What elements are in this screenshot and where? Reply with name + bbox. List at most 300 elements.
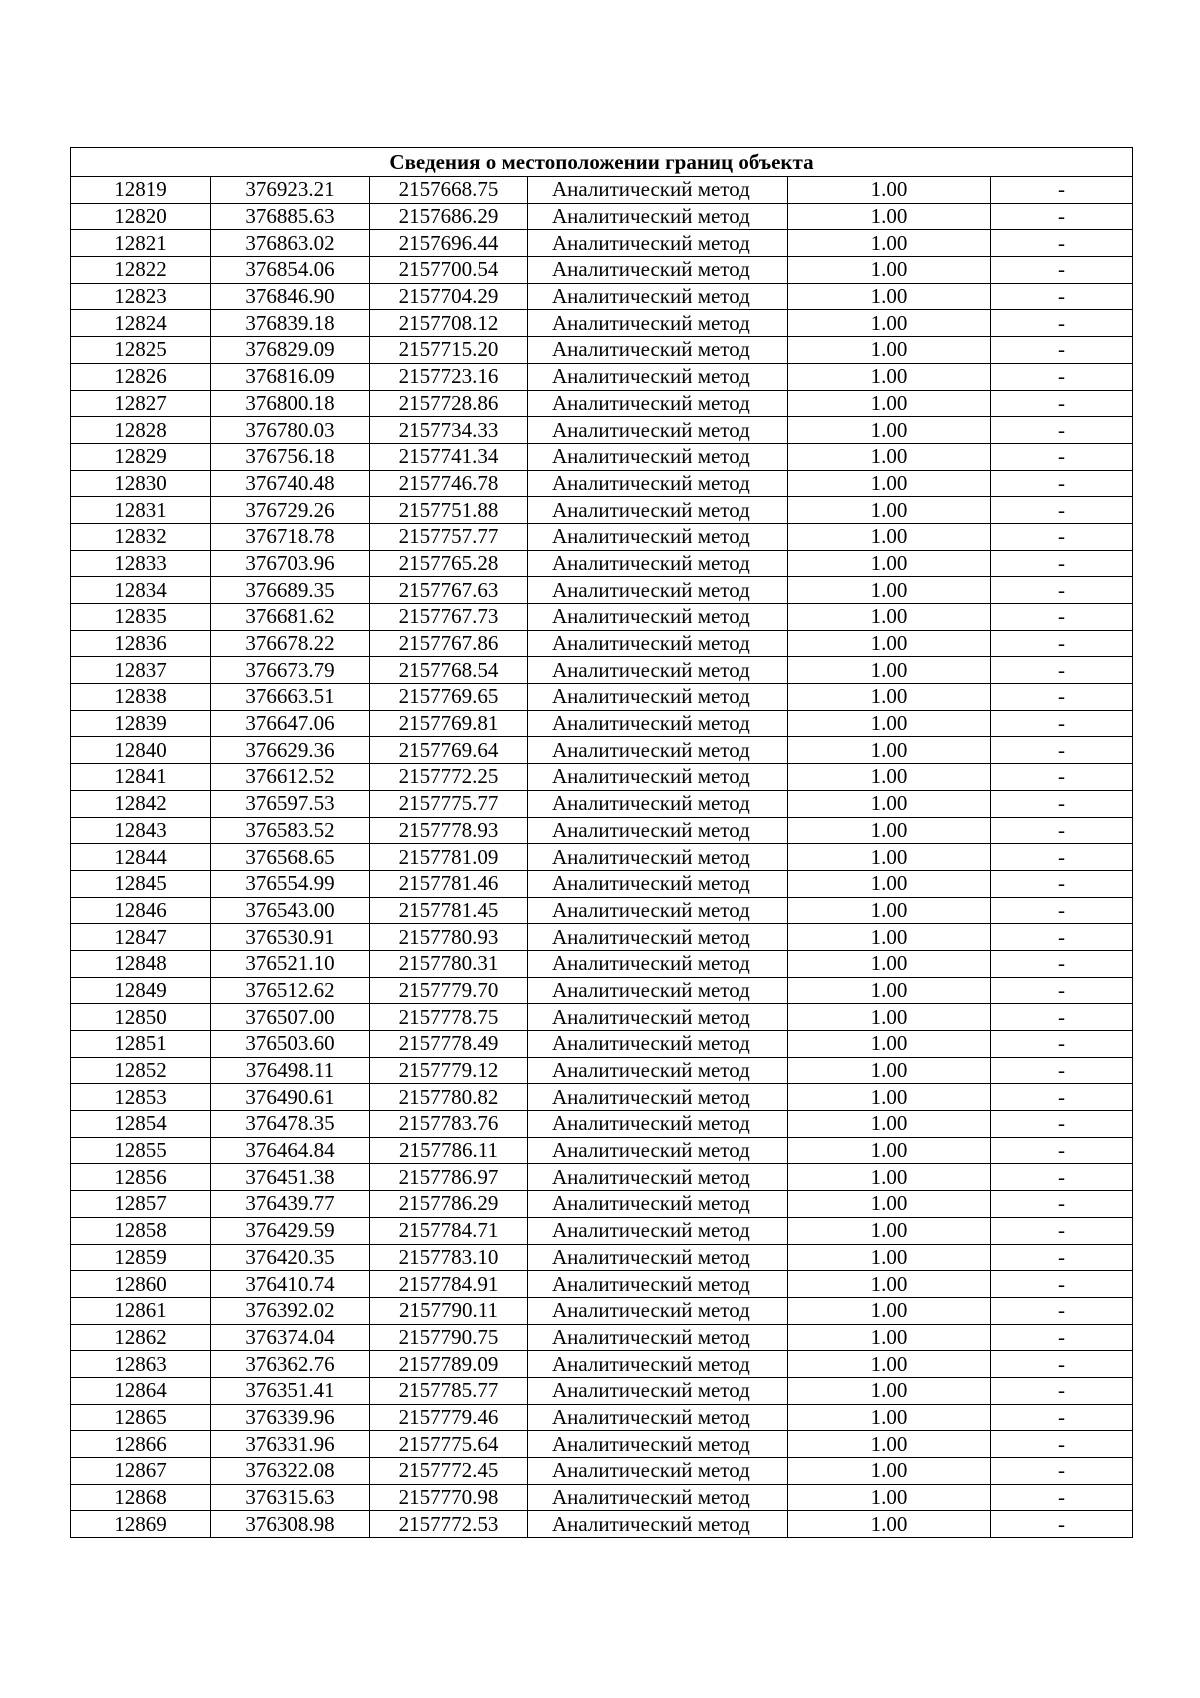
point-number-cell: 12828: [71, 417, 211, 444]
y-coordinate-cell: 2157779.70: [370, 977, 528, 1004]
x-coordinate-cell: 376530.91: [211, 924, 370, 951]
y-coordinate-cell: 2157757.77: [370, 523, 528, 550]
accuracy-cell: 1.00: [788, 363, 991, 390]
point-number-cell: 12853: [71, 1084, 211, 1111]
table-row: [71, 1191, 1133, 1218]
point-number-cell: 12819: [71, 177, 211, 204]
accuracy-cell: 1.00: [788, 337, 991, 364]
x-coordinate-cell: 376663.51: [211, 684, 370, 711]
note-cell: -: [991, 1137, 1133, 1164]
note-cell: -: [991, 924, 1133, 951]
note-cell: -: [991, 764, 1133, 791]
method-cell: Аналитический метод: [528, 1137, 788, 1164]
note-cell: -: [991, 470, 1133, 497]
method-cell: Аналитический метод: [528, 1004, 788, 1031]
y-coordinate-cell: 2157775.77: [370, 790, 528, 817]
accuracy-cell: 1.00: [788, 684, 991, 711]
table-row: [71, 1324, 1133, 1351]
x-coordinate-cell: 376718.78: [211, 523, 370, 550]
table-row: [71, 1404, 1133, 1431]
point-number-cell: 12826: [71, 363, 211, 390]
note-cell: -: [991, 1377, 1133, 1404]
point-number-cell: 12829: [71, 443, 211, 470]
y-coordinate-cell: 2157783.10: [370, 1244, 528, 1271]
note-cell: -: [991, 177, 1133, 204]
y-coordinate-cell: 2157789.09: [370, 1351, 528, 1378]
x-coordinate-cell: 376420.35: [211, 1244, 370, 1271]
y-coordinate-cell: 2157780.93: [370, 924, 528, 951]
table-row: [71, 470, 1133, 497]
point-number-cell: 12848: [71, 950, 211, 977]
table-row: [71, 977, 1133, 1004]
accuracy-cell: 1.00: [788, 1431, 991, 1458]
note-cell: -: [991, 1057, 1133, 1084]
x-coordinate-cell: 376507.00: [211, 1004, 370, 1031]
point-number-cell: 12846: [71, 897, 211, 924]
note-cell: -: [991, 657, 1133, 684]
note-cell: -: [991, 337, 1133, 364]
accuracy-cell: 1.00: [788, 577, 991, 604]
note-cell: -: [991, 1217, 1133, 1244]
y-coordinate-cell: 2157767.63: [370, 577, 528, 604]
x-coordinate-cell: 376839.18: [211, 310, 370, 337]
method-cell: Аналитический метод: [528, 1377, 788, 1404]
y-coordinate-cell: 2157786.97: [370, 1164, 528, 1191]
table-row: [71, 817, 1133, 844]
table-row: [71, 790, 1133, 817]
accuracy-cell: 1.00: [788, 1004, 991, 1031]
table-row: [71, 203, 1133, 230]
table-row: [71, 1164, 1133, 1191]
note-cell: -: [991, 283, 1133, 310]
point-number-cell: 12844: [71, 844, 211, 871]
y-coordinate-cell: 2157775.64: [370, 1431, 528, 1458]
x-coordinate-cell: 376464.84: [211, 1137, 370, 1164]
y-coordinate-cell: 2157790.75: [370, 1324, 528, 1351]
x-coordinate-cell: 376583.52: [211, 817, 370, 844]
method-cell: Аналитический метод: [528, 1111, 788, 1138]
accuracy-cell: 1.00: [788, 1164, 991, 1191]
table-row: [71, 230, 1133, 257]
x-coordinate-cell: 376689.35: [211, 577, 370, 604]
accuracy-cell: 1.00: [788, 1458, 991, 1485]
x-coordinate-cell: 376362.76: [211, 1351, 370, 1378]
accuracy-cell: 1.00: [788, 737, 991, 764]
table-title: Сведения о местоположении границ объекта: [71, 148, 1133, 177]
accuracy-cell: 1.00: [788, 1217, 991, 1244]
method-cell: Аналитический метод: [528, 684, 788, 711]
point-number-cell: 12855: [71, 1137, 211, 1164]
y-coordinate-cell: 2157704.29: [370, 283, 528, 310]
point-number-cell: 12836: [71, 630, 211, 657]
point-number-cell: 12821: [71, 230, 211, 257]
table-row: [71, 630, 1133, 657]
y-coordinate-cell: 2157767.73: [370, 604, 528, 631]
table-row: [71, 764, 1133, 791]
x-coordinate-cell: 376846.90: [211, 283, 370, 310]
accuracy-cell: 1.00: [788, 977, 991, 1004]
y-coordinate-cell: 2157790.11: [370, 1297, 528, 1324]
method-cell: Аналитический метод: [528, 443, 788, 470]
point-number-cell: 12830: [71, 470, 211, 497]
method-cell: Аналитический метод: [528, 550, 788, 577]
method-cell: Аналитический метод: [528, 470, 788, 497]
table-row: [71, 684, 1133, 711]
accuracy-cell: 1.00: [788, 203, 991, 230]
y-coordinate-cell: 2157784.71: [370, 1217, 528, 1244]
table-row: [71, 1057, 1133, 1084]
method-cell: Аналитический метод: [528, 1244, 788, 1271]
method-cell: Аналитический метод: [528, 390, 788, 417]
x-coordinate-cell: 376612.52: [211, 764, 370, 791]
table-row: [71, 1031, 1133, 1058]
note-cell: -: [991, 977, 1133, 1004]
point-number-cell: 12820: [71, 203, 211, 230]
method-cell: Аналитический метод: [528, 1511, 788, 1538]
method-cell: Аналитический метод: [528, 924, 788, 951]
x-coordinate-cell: 376543.00: [211, 897, 370, 924]
point-number-cell: 12833: [71, 550, 211, 577]
note-cell: -: [991, 1511, 1133, 1538]
table-row: [71, 870, 1133, 897]
y-coordinate-cell: 2157767.86: [370, 630, 528, 657]
method-cell: Аналитический метод: [528, 310, 788, 337]
x-coordinate-cell: 376647.06: [211, 710, 370, 737]
x-coordinate-cell: 376351.41: [211, 1377, 370, 1404]
y-coordinate-cell: 2157668.75: [370, 177, 528, 204]
accuracy-cell: 1.00: [788, 257, 991, 284]
table-row: [71, 577, 1133, 604]
table-row: [71, 1458, 1133, 1485]
method-cell: Аналитический метод: [528, 1297, 788, 1324]
method-cell: Аналитический метод: [528, 790, 788, 817]
note-cell: -: [991, 1431, 1133, 1458]
point-number-cell: 12841: [71, 764, 211, 791]
table-row: [71, 337, 1133, 364]
table-row: [71, 417, 1133, 444]
table-row: [71, 1431, 1133, 1458]
y-coordinate-cell: 2157781.45: [370, 897, 528, 924]
x-coordinate-cell: 376740.48: [211, 470, 370, 497]
y-coordinate-cell: 2157700.54: [370, 257, 528, 284]
y-coordinate-cell: 2157781.46: [370, 870, 528, 897]
note-cell: -: [991, 203, 1133, 230]
y-coordinate-cell: 2157715.20: [370, 337, 528, 364]
note-cell: -: [991, 710, 1133, 737]
note-cell: -: [991, 390, 1133, 417]
accuracy-cell: 1.00: [788, 870, 991, 897]
table-row: [71, 1084, 1133, 1111]
note-cell: -: [991, 1324, 1133, 1351]
note-cell: -: [991, 417, 1133, 444]
table-row: [71, 604, 1133, 631]
accuracy-cell: 1.00: [788, 177, 991, 204]
point-number-cell: 12852: [71, 1057, 211, 1084]
x-coordinate-cell: 376308.98: [211, 1511, 370, 1538]
accuracy-cell: 1.00: [788, 657, 991, 684]
method-cell: Аналитический метод: [528, 363, 788, 390]
point-number-cell: 12862: [71, 1324, 211, 1351]
note-cell: -: [991, 443, 1133, 470]
point-number-cell: 12867: [71, 1458, 211, 1485]
note-cell: -: [991, 523, 1133, 550]
accuracy-cell: 1.00: [788, 817, 991, 844]
x-coordinate-cell: 376521.10: [211, 950, 370, 977]
x-coordinate-cell: 376829.09: [211, 337, 370, 364]
table-row: [71, 283, 1133, 310]
table-row: [71, 177, 1133, 204]
accuracy-cell: 1.00: [788, 390, 991, 417]
point-number-cell: 12843: [71, 817, 211, 844]
point-number-cell: 12832: [71, 523, 211, 550]
point-number-cell: 12859: [71, 1244, 211, 1271]
method-cell: Аналитический метод: [528, 710, 788, 737]
y-coordinate-cell: 2157734.33: [370, 417, 528, 444]
accuracy-cell: 1.00: [788, 950, 991, 977]
method-cell: Аналитический метод: [528, 1057, 788, 1084]
accuracy-cell: 1.00: [788, 1111, 991, 1138]
method-cell: Аналитический метод: [528, 257, 788, 284]
method-cell: Аналитический метод: [528, 177, 788, 204]
x-coordinate-cell: 376629.36: [211, 737, 370, 764]
accuracy-cell: 1.00: [788, 790, 991, 817]
y-coordinate-cell: 2157779.12: [370, 1057, 528, 1084]
accuracy-cell: 1.00: [788, 604, 991, 631]
table-row: [71, 390, 1133, 417]
method-cell: Аналитический метод: [528, 1458, 788, 1485]
accuracy-cell: 1.00: [788, 710, 991, 737]
point-number-cell: 12849: [71, 977, 211, 1004]
point-number-cell: 12850: [71, 1004, 211, 1031]
x-coordinate-cell: 376410.74: [211, 1271, 370, 1298]
method-cell: Аналитический метод: [528, 657, 788, 684]
table-row: [71, 1297, 1133, 1324]
table-row: [71, 1511, 1133, 1538]
x-coordinate-cell: 376315.63: [211, 1484, 370, 1511]
accuracy-cell: 1.00: [788, 1484, 991, 1511]
accuracy-cell: 1.00: [788, 1351, 991, 1378]
note-cell: -: [991, 1191, 1133, 1218]
method-cell: Аналитический метод: [528, 1031, 788, 1058]
y-coordinate-cell: 2157781.09: [370, 844, 528, 871]
method-cell: Аналитический метод: [528, 230, 788, 257]
y-coordinate-cell: 2157784.91: [370, 1271, 528, 1298]
boundary-table: [70, 147, 1133, 1538]
point-number-cell: 12864: [71, 1377, 211, 1404]
point-number-cell: 12827: [71, 390, 211, 417]
x-coordinate-cell: 376816.09: [211, 363, 370, 390]
note-cell: -: [991, 870, 1133, 897]
note-cell: -: [991, 737, 1133, 764]
method-cell: Аналитический метод: [528, 1484, 788, 1511]
accuracy-cell: 1.00: [788, 497, 991, 524]
table-row: [71, 1244, 1133, 1271]
x-coordinate-cell: 376673.79: [211, 657, 370, 684]
y-coordinate-cell: 2157779.46: [370, 1404, 528, 1431]
x-coordinate-cell: 376439.77: [211, 1191, 370, 1218]
x-coordinate-cell: 376923.21: [211, 177, 370, 204]
point-number-cell: 12854: [71, 1111, 211, 1138]
accuracy-cell: 1.00: [788, 1297, 991, 1324]
table-body: [71, 148, 1133, 1538]
accuracy-cell: 1.00: [788, 844, 991, 871]
y-coordinate-cell: 2157723.16: [370, 363, 528, 390]
point-number-cell: 12861: [71, 1297, 211, 1324]
accuracy-cell: 1.00: [788, 1057, 991, 1084]
method-cell: Аналитический метод: [528, 870, 788, 897]
x-coordinate-cell: 376854.06: [211, 257, 370, 284]
method-cell: Аналитический метод: [528, 764, 788, 791]
note-cell: -: [991, 1458, 1133, 1485]
y-coordinate-cell: 2157778.75: [370, 1004, 528, 1031]
point-number-cell: 12847: [71, 924, 211, 951]
table-row: [71, 363, 1133, 390]
x-coordinate-cell: 376429.59: [211, 1217, 370, 1244]
note-cell: -: [991, 577, 1133, 604]
y-coordinate-cell: 2157768.54: [370, 657, 528, 684]
note-cell: -: [991, 1111, 1133, 1138]
y-coordinate-cell: 2157778.49: [370, 1031, 528, 1058]
x-coordinate-cell: 376756.18: [211, 443, 370, 470]
method-cell: Аналитический метод: [528, 1164, 788, 1191]
point-number-cell: 12838: [71, 684, 211, 711]
method-cell: Аналитический метод: [528, 950, 788, 977]
y-coordinate-cell: 2157770.98: [370, 1484, 528, 1511]
point-number-cell: 12825: [71, 337, 211, 364]
y-coordinate-cell: 2157686.29: [370, 203, 528, 230]
table-row: [71, 497, 1133, 524]
y-coordinate-cell: 2157778.93: [370, 817, 528, 844]
y-coordinate-cell: 2157751.88: [370, 497, 528, 524]
accuracy-cell: 1.00: [788, 470, 991, 497]
note-cell: -: [991, 1164, 1133, 1191]
accuracy-cell: 1.00: [788, 1084, 991, 1111]
note-cell: -: [991, 1031, 1133, 1058]
y-coordinate-cell: 2157769.81: [370, 710, 528, 737]
table-row: [71, 523, 1133, 550]
point-number-cell: 12863: [71, 1351, 211, 1378]
x-coordinate-cell: 376568.65: [211, 844, 370, 871]
table-row: [71, 737, 1133, 764]
note-cell: -: [991, 550, 1133, 577]
method-cell: Аналитический метод: [528, 577, 788, 604]
method-cell: Аналитический метод: [528, 1191, 788, 1218]
note-cell: -: [991, 844, 1133, 871]
point-number-cell: 12858: [71, 1217, 211, 1244]
x-coordinate-cell: 376681.62: [211, 604, 370, 631]
method-cell: Аналитический метод: [528, 897, 788, 924]
note-cell: -: [991, 790, 1133, 817]
table-row: [71, 710, 1133, 737]
method-cell: Аналитический метод: [528, 1351, 788, 1378]
point-number-cell: 12857: [71, 1191, 211, 1218]
table-row: [71, 1271, 1133, 1298]
point-number-cell: 12869: [71, 1511, 211, 1538]
note-cell: -: [991, 1004, 1133, 1031]
note-cell: -: [991, 310, 1133, 337]
note-cell: -: [991, 497, 1133, 524]
y-coordinate-cell: 2157780.31: [370, 950, 528, 977]
x-coordinate-cell: 376780.03: [211, 417, 370, 444]
x-coordinate-cell: 376597.53: [211, 790, 370, 817]
y-coordinate-cell: 2157783.76: [370, 1111, 528, 1138]
x-coordinate-cell: 376703.96: [211, 550, 370, 577]
method-cell: Аналитический метод: [528, 203, 788, 230]
y-coordinate-cell: 2157696.44: [370, 230, 528, 257]
method-cell: Аналитический метод: [528, 1217, 788, 1244]
note-cell: -: [991, 817, 1133, 844]
table-row: [71, 657, 1133, 684]
point-number-cell: 12868: [71, 1484, 211, 1511]
table-row: [71, 443, 1133, 470]
y-coordinate-cell: 2157769.64: [370, 737, 528, 764]
x-coordinate-cell: 376322.08: [211, 1458, 370, 1485]
y-coordinate-cell: 2157746.78: [370, 470, 528, 497]
point-number-cell: 12824: [71, 310, 211, 337]
note-cell: -: [991, 1244, 1133, 1271]
accuracy-cell: 1.00: [788, 1404, 991, 1431]
point-number-cell: 12840: [71, 737, 211, 764]
accuracy-cell: 1.00: [788, 1137, 991, 1164]
table-row: [71, 1377, 1133, 1404]
note-cell: -: [991, 897, 1133, 924]
method-cell: Аналитический метод: [528, 1271, 788, 1298]
x-coordinate-cell: 376478.35: [211, 1111, 370, 1138]
accuracy-cell: 1.00: [788, 1511, 991, 1538]
y-coordinate-cell: 2157780.82: [370, 1084, 528, 1111]
note-cell: -: [991, 1484, 1133, 1511]
point-number-cell: 12845: [71, 870, 211, 897]
method-cell: Аналитический метод: [528, 417, 788, 444]
note-cell: -: [991, 1351, 1133, 1378]
point-number-cell: 12835: [71, 604, 211, 631]
table-row: [71, 1217, 1133, 1244]
y-coordinate-cell: 2157785.77: [370, 1377, 528, 1404]
point-number-cell: 12834: [71, 577, 211, 604]
table-row: [71, 1004, 1133, 1031]
point-number-cell: 12837: [71, 657, 211, 684]
y-coordinate-cell: 2157772.53: [370, 1511, 528, 1538]
x-coordinate-cell: 376503.60: [211, 1031, 370, 1058]
y-coordinate-cell: 2157772.45: [370, 1458, 528, 1485]
note-cell: -: [991, 630, 1133, 657]
x-coordinate-cell: 376554.99: [211, 870, 370, 897]
accuracy-cell: 1.00: [788, 310, 991, 337]
y-coordinate-cell: 2157741.34: [370, 443, 528, 470]
point-number-cell: 12856: [71, 1164, 211, 1191]
note-cell: -: [991, 1084, 1133, 1111]
note-cell: -: [991, 950, 1133, 977]
table-row: [71, 924, 1133, 951]
note-cell: -: [991, 1271, 1133, 1298]
accuracy-cell: 1.00: [788, 1377, 991, 1404]
table-row: [71, 1484, 1133, 1511]
table-row: [71, 550, 1133, 577]
note-cell: -: [991, 363, 1133, 390]
point-number-cell: 12822: [71, 257, 211, 284]
y-coordinate-cell: 2157772.25: [370, 764, 528, 791]
point-number-cell: 12823: [71, 283, 211, 310]
accuracy-cell: 1.00: [788, 1244, 991, 1271]
point-number-cell: 12860: [71, 1271, 211, 1298]
x-coordinate-cell: 376374.04: [211, 1324, 370, 1351]
accuracy-cell: 1.00: [788, 1191, 991, 1218]
accuracy-cell: 1.00: [788, 1031, 991, 1058]
note-cell: -: [991, 684, 1133, 711]
accuracy-cell: 1.00: [788, 924, 991, 951]
note-cell: -: [991, 1297, 1133, 1324]
accuracy-cell: 1.00: [788, 1324, 991, 1351]
